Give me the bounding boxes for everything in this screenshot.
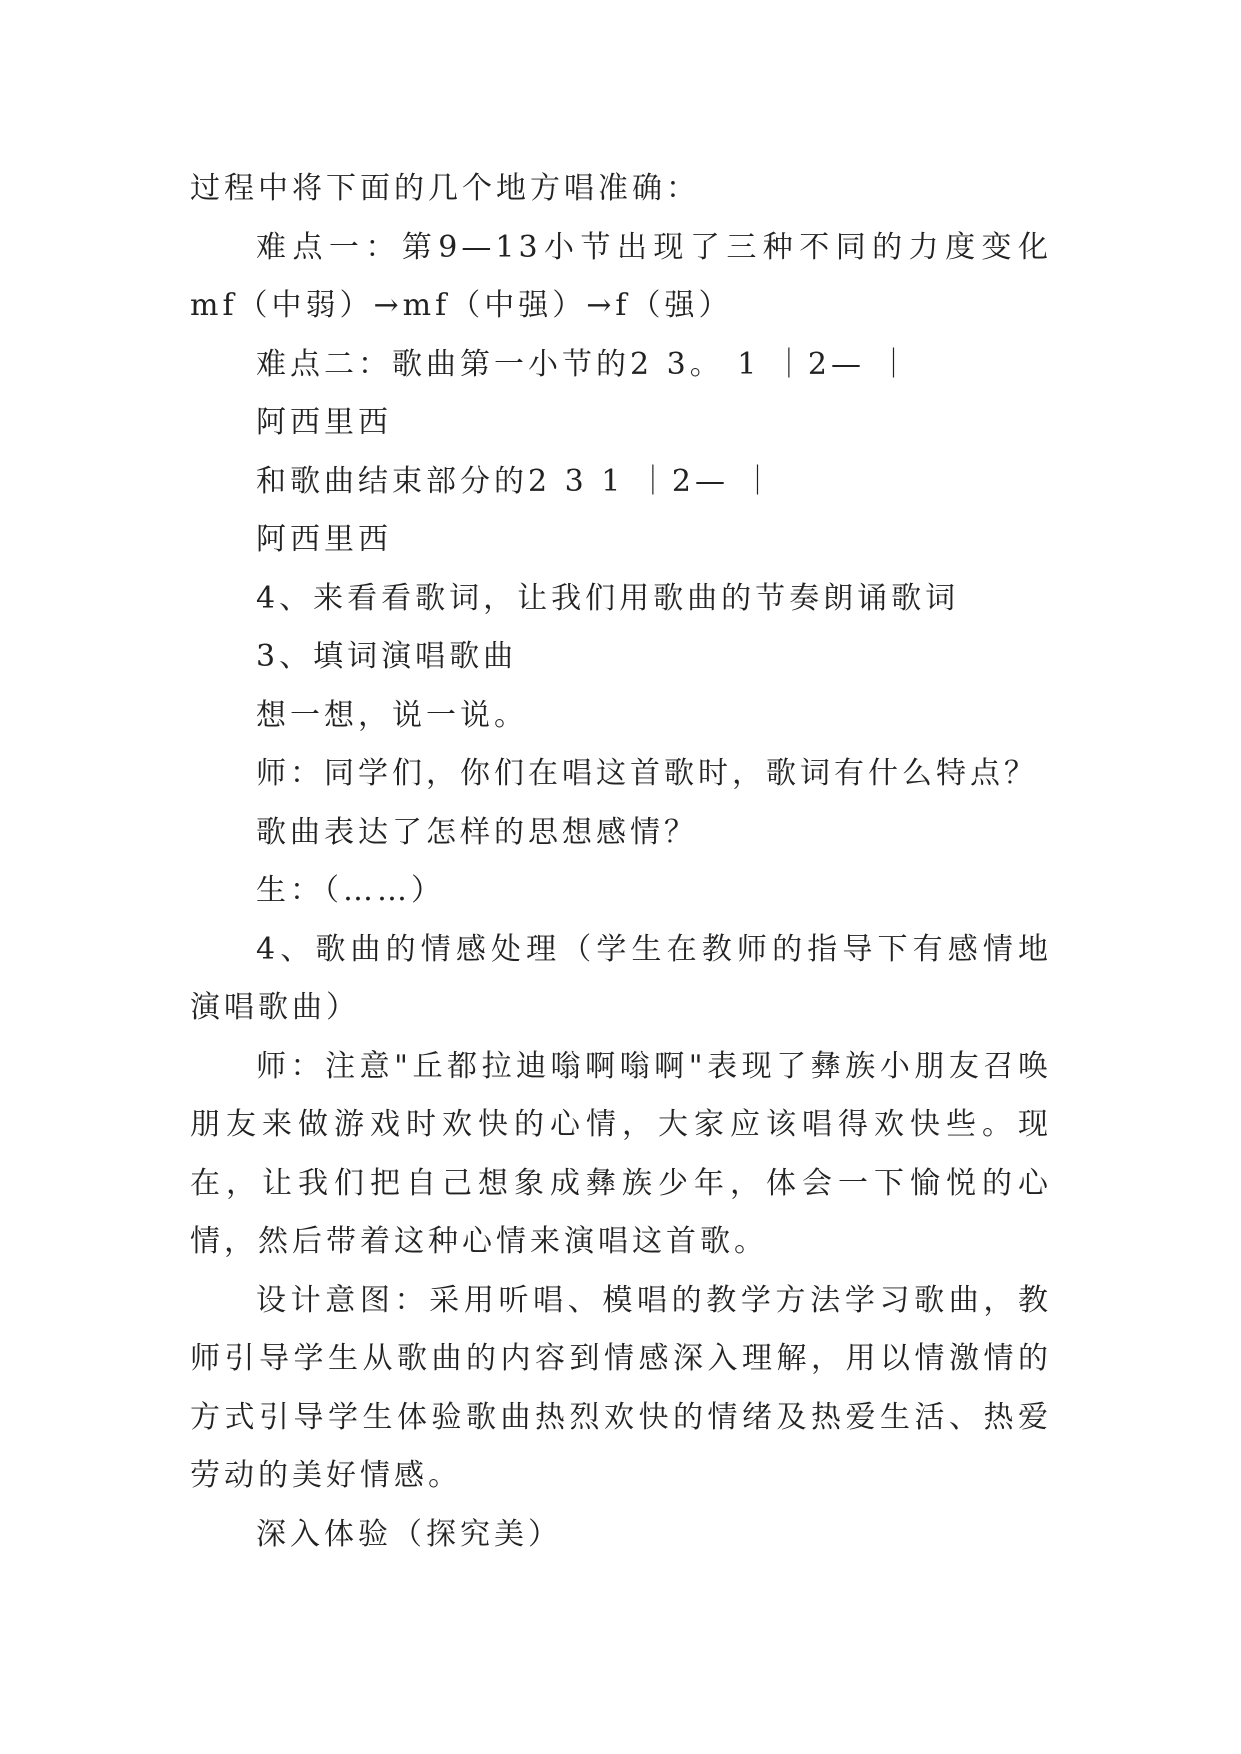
paragraph-11: 歌曲表达了怎样的思想感情？ bbox=[256, 814, 698, 850]
paragraph-8: 3、填词演唱歌曲 bbox=[256, 639, 518, 674]
paragraph-3: 难点二：歌曲第一小节的2 3。 1 ｜2— ｜ bbox=[256, 346, 913, 382]
paragraph-1: 过程中将下面的几个地方唱准确： bbox=[190, 171, 700, 206]
paragraph-7: 4、来看看歌词，让我们用歌曲的节奏朗诵歌词 bbox=[256, 580, 960, 616]
paragraph-5: 和歌曲结束部分的2 3 1 ｜2— ｜ bbox=[256, 463, 777, 499]
paragraph-12: 生：（……） bbox=[256, 873, 445, 908]
paragraph-9: 想一想，说一说。 bbox=[256, 697, 528, 733]
document-body bbox=[190, 160, 1052, 1564]
paragraph-13: 4、歌曲的情感处理（学生在教师的指导下有感情地演唱歌曲） bbox=[190, 931, 1052, 1025]
paragraph-10: 师：同学们，你们在唱这首歌时，歌词有什么特点？ bbox=[256, 756, 1038, 791]
paragraph-4: 阿西里西 bbox=[256, 405, 392, 440]
paragraph-6: 阿西里西 bbox=[256, 522, 392, 557]
paragraph-2: 难点一：第9—13小节出现了三种不同的力度变化mf（中弱）→mf（中强）→f（强） bbox=[190, 229, 1052, 323]
paragraph-16: 深入体验（探究美） bbox=[256, 1516, 562, 1552]
paragraph-15: 设计意图：采用听唱、模唱的教学方法学习歌曲，教师引导学生从歌曲的内容到情感深入理解，用以情激情的方式引导学生体验歌曲热烈欢快的情绪及热爱生活、热爱劳动的美好情感。 bbox=[190, 1282, 1052, 1493]
paragraph-14: 师：注意"丘都拉迪嗡啊嗡啊"表现了彝族小朋友召唤朋友来做游戏时欢快的心情，大家应该唱得欢快些。现在，让我们把自己想象成彝族少年，体会一下愉悦的心情，然后带着这种心情来演唱这首歌。 bbox=[190, 1048, 1052, 1259]
